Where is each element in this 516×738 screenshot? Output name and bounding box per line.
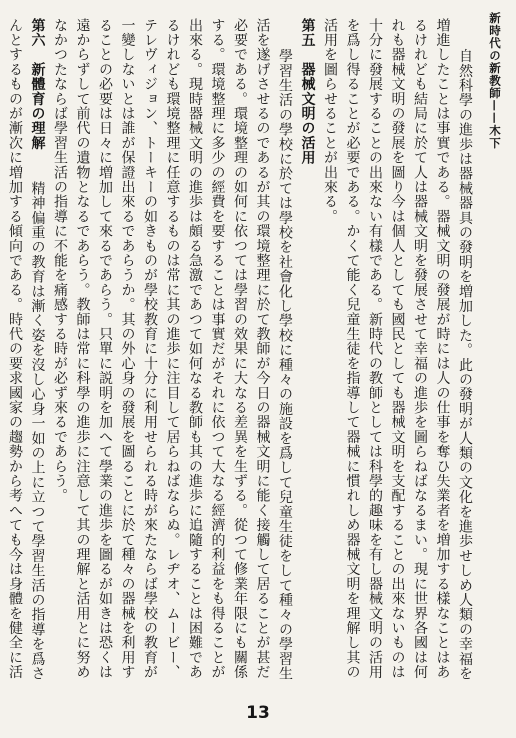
section-heading: 第六 新體育の理解 <box>29 18 46 151</box>
section-five <box>296 18 319 690</box>
paragraph-text: 精神偏重の教育は漸く姿を沒し心身一如の上に立つて學習生活の指導を爲さんとするものが漸次に増加する傾向である。時代の要求國家の趨勢から考へても今は身體を健全に活 <box>7 18 46 681</box>
paragraph-text: 學習生活の學校に於ては學校を社會化し學校に種々の施設を爲して兒童生徒をして種々の學習生活を遂げさせるのであるが其の環境整理に於て教師が今日の器械文明に能く接觸して居ることが甚だ必要である。環境整理の如何に依つては學習の效果に大なる差異を生ずる。從つて修業年限にも關係する。環境整理に多少の經費を要することは事實だがそれに依つて大なる經濟的利益をも得ることが出來る。現時器械文明の進歩は頗る急激であつて如何なる教師も其の進歩に追隨することは困難であるけれども環境整理に任意するものは常に其の進歩に注目して居らねばならぬ。レヂオ、ムービー、テレヴィジョン、トーキーの如きものが學校教育に十分に利用せられる時が來たならば學校の教育が一變しないとは誰が保證出來るであらうか。其の外心身の發展を圖ることに於て種々の器械を利用することの必要は日々に増加して來るであらう。只單に説明を加へて學業の進歩を圖るが如きは恐くは遠からずして前代の遺物となるであらう。教師は常に科學の進歩に注意して其の理解と活用とに努めなかつたならば學習生活の指導に不能を痛感する時が必ず來るであらう。 <box>52 18 293 681</box>
paragraph-section-five <box>49 18 297 690</box>
body-text <box>7 18 476 690</box>
paragraph-intro <box>319 18 477 690</box>
paragraph-text: 自然科學の進歩は器械器具の發明を増加した。此の發明が人類の文化を進歩せしめ人類の幸福を増進したことは事實である。器械文明の發展が時には人の仕事を奪ひ失業者を増加する樣なことはあるけれども結局に於て人は器械文明を發展させて幸福の進歩を圖らねばなるまい。現に世界各國は何れも器械文明の發展を圖り今は個人としても國民としても器械文明を支配することの出來ないものは十分に發展することの出來ない有樣である。新時代の教師としては科學的趣味を有し器械文明の活用を爲し得ることが必要である。かくて能く兒童生徒を指導して器械に慣れしめ器械文明を理解し其の活用を圖らせることが出來る。 <box>322 18 473 681</box>
page-number: 13 <box>246 703 270 723</box>
section-heading: 第五 器械文明の活用 <box>299 18 316 165</box>
running-header: 新時代の新教師——木下 <box>488 12 502 150</box>
section-six <box>0 18 49 690</box>
